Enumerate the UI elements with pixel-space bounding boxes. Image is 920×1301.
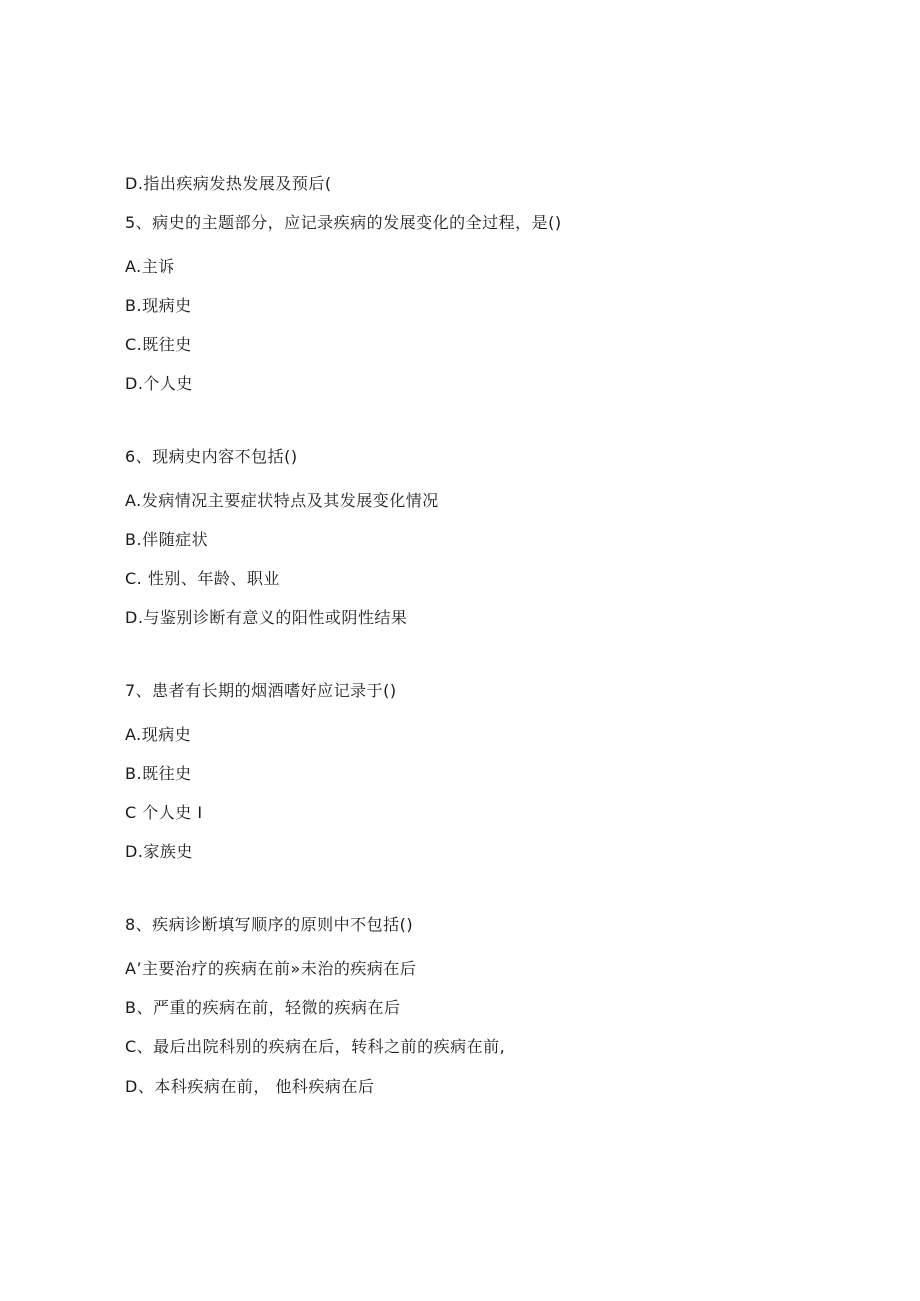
- option-b-q8: B、严重的疾病在前，轻微的疾病在后: [125, 998, 401, 1017]
- option-b-q5: B.现病史: [125, 296, 192, 315]
- option-a-q5: A.主诉: [125, 257, 175, 276]
- question-6: 6、现病史内容不包括(): [125, 447, 298, 466]
- question-7: 7、患者有长期的烟酒嗜好应记录于(): [125, 681, 397, 700]
- option-c-q8: C、最后出院科别的疾病在后，转科之前的疾病在前,: [125, 1037, 506, 1056]
- option-c-q6: C. 性别、年龄、职业: [125, 569, 280, 588]
- question-8: 8、疾病诊断填写顺序的原则中不包括(): [125, 915, 414, 934]
- option-c-q5: C.既往史: [125, 335, 192, 354]
- option-d-q4: D.指出疾病发热发展及预后(: [125, 174, 332, 193]
- option-c-q7: C 个人史 I: [125, 803, 203, 822]
- option-a-q8: A’主要治疗的疾病在前»未治的疾病在后: [125, 959, 417, 978]
- option-d-q8: D、本科疾病在前， 他科疾病在后: [125, 1077, 375, 1096]
- option-b-q6: B.伴随症状: [125, 530, 209, 549]
- question-5: 5、病史的主题部分，应记录疾病的发展变化的全过程，是(): [125, 213, 562, 232]
- option-d-q7: D.家族史: [125, 842, 193, 861]
- option-d-q6: D.与鉴别诊断有意义的阳性或阴性结果: [125, 608, 408, 627]
- option-d-q5: D.个人史: [125, 374, 193, 393]
- option-b-q7: B.既往史: [125, 764, 192, 783]
- option-a-q7: A.现病史: [125, 725, 192, 744]
- option-a-q6: A.发病情况主要症状特点及其发展变化情况: [125, 491, 439, 510]
